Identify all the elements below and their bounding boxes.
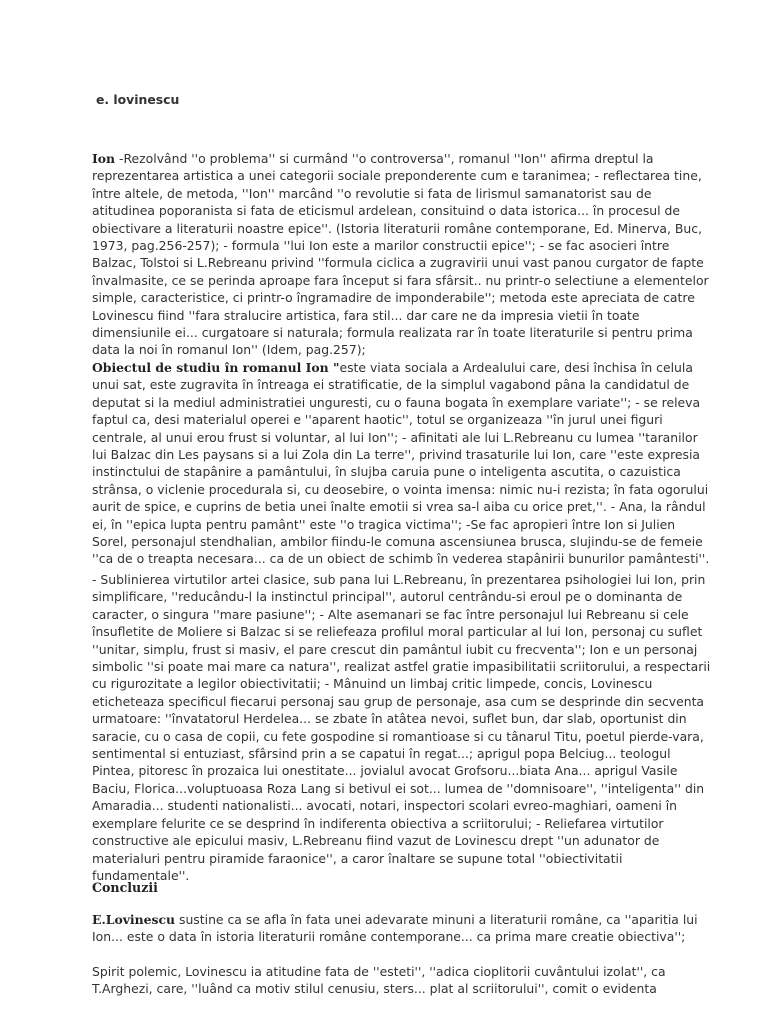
text-line: Sorel, personajul stendhalian, ambilor fiindu-le comuna ascensiunea brusca, slujindu-se de femeie	[92, 534, 703, 550]
text-line: 1973, pag.256-257); - formula ''lui Ion este a marilor constructii epice''; - se fac asocieri între	[92, 238, 670, 254]
text-line: Baciu, Florica...voluptuoasa Roza Lang si betivul ei sot... lumea de ''domnisoare'', ''inteligenta'' din	[92, 780, 705, 796]
paragraph-body	[92, 150, 709, 359]
paragraph-lead: Obiectul de studiu în romanul Ion "	[92, 360, 340, 375]
paragraph-body	[92, 359, 710, 568]
text-line: E.Lovinescu sustine ca se afla în fata unei adevarate minuni a literaturii române, ca ''aparitia lui	[92, 912, 698, 927]
text-line: Balzac, Tolstoi si L.Rebreanu privind ''formula ciclica a zugravirii unui vast panou curgator de fapte	[92, 255, 704, 271]
text-line: exemplare felurite ce se desprind în indiferenta obiectiva a scriitorului; - Reliefarea virtutilor	[92, 815, 664, 831]
paragraph-body	[92, 963, 692, 998]
text-line: aurit de spice, e cuprins de betia unei înalte emotii si vrea sa-l aiba cu orice pret,''. - Ana, la rândul	[92, 499, 706, 515]
text-line: Obiectul de studiu în romanul Ion "este viata sociala a Ardealului care, desi închisa în celula	[92, 360, 693, 375]
text-line: Ion -Rezolvând ''o problema'' si curmând ''o controversa'', romanul ''Ion'' afirma dreptul la	[92, 151, 654, 166]
text-line: Lovinescu fiind ''fara stralucire artistica, fara stil... dar care ne da impresia vietii în toate	[92, 307, 640, 323]
text-line: simple, caracteristice, ci printr-o îngramadire de imponderabile''; metoda este apreciata de catre	[92, 290, 695, 306]
text-line: reprezentarea artistica a unei categorii sociale preponderente cum e taranimea; - reflectarea tine,	[92, 168, 702, 184]
paragraph-conclusion-2	[92, 963, 692, 998]
text-line: lui Balzac din Les paysans si a lui Zola din La terre'', privind trasaturile lui Ion, care ''este expresia	[92, 447, 701, 463]
text-line: centrale, al unui erou frust si voluntar, al lui Ion''; - afinitati ale lui L.Rebreanu cu lumea ''taranilor	[92, 429, 698, 445]
text-line: atitudinea poporanista si fata de eticismul ardelean, consituind o data istorica... în procesul de	[92, 203, 681, 219]
paragraph-sublinierea	[92, 571, 711, 884]
text-line: deputat si la mediul administratiei unguresti, cu o fauna bogata în exemplare variate''; - se releva	[92, 394, 701, 410]
paragraph-ion	[92, 150, 709, 359]
text-line: constructive ale epicului masiv, L.Rebreanu fiind vazut de Lovinescu drept ''un adunator de	[92, 833, 660, 849]
text-line: Ion... este o data în istoria literaturii române contemporane... ca prima mare creatie obiectiva'';	[92, 929, 686, 945]
paragraph-lead: Ion	[92, 151, 116, 166]
text-line: caracter, o singura ''mare pasiune''; - Alte asemanari se fac între personajul lui Rebreanu si cele	[92, 606, 689, 622]
text-line: T.Arghezi, care, ''luând ca motiv stilul cenusiu, sters... plat al scriitorului'', comit o evidenta	[92, 981, 657, 997]
paragraph-lead: E.Lovinescu	[92, 912, 176, 927]
document-heading: e. lovinescu	[96, 92, 180, 107]
text-line: Spirit polemic, Lovinescu ia atitudine fata de ''esteti'', ''adica cioplitorii cuvântului izolat'', ca	[92, 964, 666, 979]
text-line: Pintea, pitoresc în prozaica lui onestitate... jovialul avocat Grofsoru...biata Ana... aprigul Vasile	[92, 763, 678, 779]
paragraph-obiectul	[92, 359, 710, 568]
text-line: urmatoare: ''învatatorul Herdelea... se zbate în atâtea nevoi, suflet bun, dar slab, oportunist din	[92, 711, 687, 727]
text-line: învalmasite, ce se perinda aproape fara început si fara sfârsit.. nu printr-o selectiune a elementelor	[92, 272, 709, 288]
text-line: Amaradia... studenti nationalisti... avocati, notari, inspectori scolari evreo-maghiari, oameni în	[92, 798, 678, 814]
text-line: unui sat, este zugravita în întreaga ei stratificatie, de la simplul vagabond pâna la candidatul de	[92, 377, 690, 393]
text-line: sentimental si entuziast, sfârsind prin a se capatui în regat...; aprigul popa Belciug... teologul	[92, 746, 671, 762]
text-line: materialuri pentru piramide faraonice'', a caror înaltare se supune total ''obiectivitatii	[92, 850, 623, 866]
text-line: simbolic ''si poate mai mare ca natura'', realizat astfel gratie impasibilitatii scriitorului, a respectarii	[92, 659, 711, 675]
text-line: însufletite de Moliere si Balzac si se reliefeaza profilul moral particular al lui Ion, personaj cu suflet	[92, 624, 703, 640]
conclusions-heading: Concluzii	[92, 880, 158, 895]
text-line: saracie, cu o casa de copii, cu fete gospodine si romantioase si cu tânarul Titu, poetul pierde-vara,	[92, 728, 704, 744]
text-line: strânsa, o viclenie procedurala si, cu deosebire, o vointa imensa: nimic nu-i rezista; în fata ogorului	[92, 481, 709, 497]
paragraph-body	[92, 911, 698, 946]
paragraph-conclusion-1	[92, 911, 698, 946]
text-line: dimensiunile ei... curgatoare si naturala; formula realizata rar în toate literaturile si pentru prima	[92, 325, 693, 341]
text-line: simplificare, ''reducându-l la instinctul principal'', autorul centrându-si eroul pe o dominanta de	[92, 589, 683, 605]
text-line: instinctului de stapânire a pamântului, în slujba caruia pune o inteligenta ascutita, o cazuistica	[92, 464, 681, 480]
text-line: - Sublinierea virtutilor artei clasice, sub pana lui L.Rebreanu, în prezentarea psihologiei lui Ion, prin	[92, 572, 706, 587]
text-line: ei, în ''epica lupta pentru pamânt'' este ''o tragica victima''; -Se fac apropieri între Ion si Julien	[92, 516, 676, 532]
text-line: faptul ca, desi materialul operei e ''aparent haotic'', totul se organizeaza ''în jurul unei figuri	[92, 412, 663, 428]
text-line: fundamentale''.	[92, 867, 190, 883]
text-line: obiectivare a literaturii noastre epice''. (Istoria literaturii române contemporane, Ed. Minerva, Buc,	[92, 220, 703, 236]
text-line: data la noi în romanul Ion'' (Idem, pag.257);	[92, 342, 366, 358]
paragraph-body	[92, 571, 711, 884]
text-line: ''ca de o treapta necesara... ca de un obiect de schimb în vederea stapânirii bunurilor pamântesti''.	[92, 551, 710, 567]
text-line: între altele, de metoda, ''Ion'' marcând ''o revolutie si fata de lirismul samanatorist sau de	[92, 185, 652, 201]
text-line: ''unitar, simplu, frust si masiv, el pare crescut din pamântul iubit cu frecventa''; Ion e un personaj	[92, 641, 698, 657]
text-line: eticheteaza specificul fiecarui personaj sau grup de personaje, asa cum se desprinde din secventa	[92, 693, 705, 709]
text-line: cu rigurozitate a legilor obiectivitatii; - Mânuind un limbaj critic limpede, concis, Lovinescu	[92, 676, 653, 692]
